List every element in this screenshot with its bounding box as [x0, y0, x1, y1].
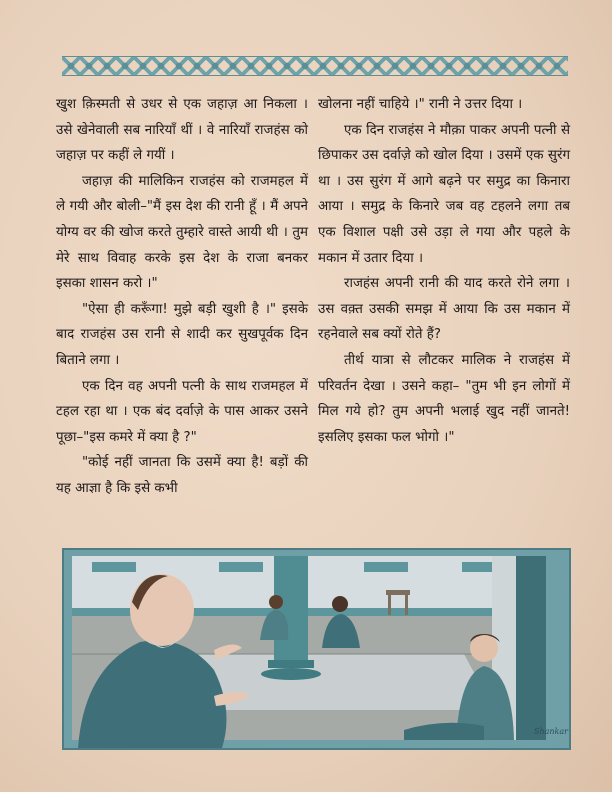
- window: [364, 562, 408, 572]
- paragraph: तीर्थ यात्रा से लौटकर मालिक ने राजहंस में परिवर्तन देखा । उसने कहा– "तुम भी इन लोगों में मिल गये हो? तुम अपनी भलाई खुद नहीं जानते! इसलिए इसका फल भोगो ।": [318, 352, 570, 445]
- paragraph: "ऐसा ही करूँगा! मुझे बड़ी खुशी है ।" इसके बाद राजहंस उस रानी से शादी कर सुखपूर्वक दिन बिताने लगा ।: [56, 301, 308, 368]
- artist-signature: Shankar: [534, 727, 568, 736]
- window: [92, 562, 136, 572]
- paragraph: राजहंस अपनी रानी की याद करते रोने लगा । उस वक़्त उसकी समझ में आया कि उस मकान में रहनेवाले सब क्यों रोते हैं?: [318, 276, 570, 343]
- paragraph: खोलना नहीं चाहिये ।" रानी ने उत्तर दिया ।: [318, 97, 523, 112]
- story-illustration: [62, 548, 571, 750]
- paragraph: एक दिन वह अपनी पत्नी के साथ राजमहल में टहल रहा था । एक बंद दर्वाज़े के पास आकर उसने पूछा–"इस कमरे में क्या है ?": [56, 378, 308, 445]
- left-text-column: [56, 92, 308, 502]
- paragraph: खुश क़िस्मती से उधर से एक जहाज़ आ निकला । उसे खेनेवाली सब नारियाँ थीं । वे नारियाँ राजहंस को जहाज़ पर कहीं ले गयीं ।: [56, 97, 308, 164]
- paragraph: "कोई नहीं जानता कि उसमें क्या है! बड़ों की यह आज्ञा है कि इसे कभी: [56, 455, 308, 496]
- window: [219, 562, 263, 572]
- decorative-border-band: [62, 56, 568, 76]
- pillar-base: [261, 668, 321, 680]
- illustration-drawing: [64, 550, 569, 748]
- center-pillar: [274, 556, 308, 664]
- paragraph: एक दिन राजहंस ने मौक़ा पाकर अपनी पत्नी से छिपाकर उस दर्वाज़े को खोल दिया । उसमें एक सुरंग था । उस सुरंग में आगे बढ़ने पर समुद्र का किनारा आया । समुद्र के किनारे जब वह टहलने लगा तब एक विशाल पक्षी उसे उड़ा ले गया और पहले के मकान में उतार दिया ।: [318, 122, 570, 266]
- right-pillar: [516, 556, 546, 740]
- right-text-column: [318, 92, 570, 450]
- paragraph: जहाज़ की मालिकिन राजहंस को राजमहल में ले गयी और बोली–"मैं इस देश की रानी हूँ । मैं अपने योग्य वर की खोज करते तुम्हारे वास्ते आयी थी । तुम मेरे साथ विवाह करके इस देश के राजा बनकर इसका शासन करो ।": [56, 173, 308, 292]
